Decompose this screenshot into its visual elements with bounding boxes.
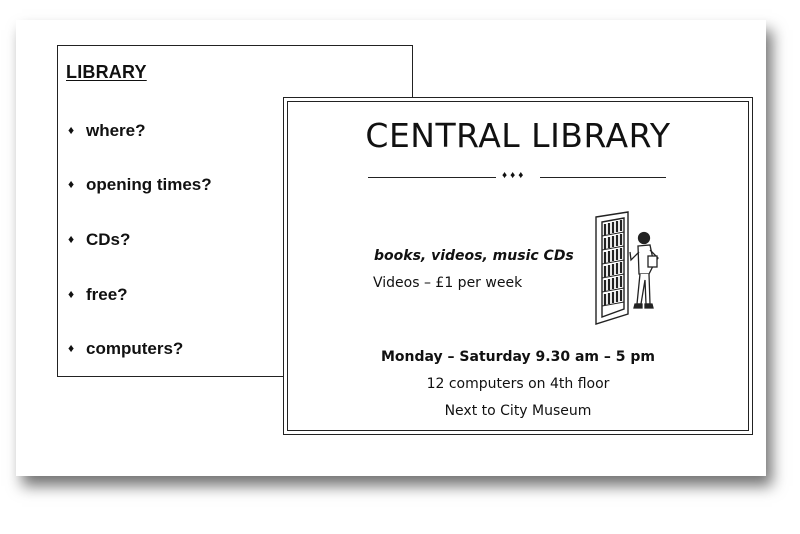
diamond-bullet-icon: ♦ xyxy=(68,177,75,191)
diamond-bullet-icon: ♦ xyxy=(68,341,75,355)
items-available-text: books, videos, music CDs xyxy=(374,248,574,264)
location-text: Next to City Museum xyxy=(444,403,592,419)
question-text: free? xyxy=(86,285,128,304)
notice-title: CENTRAL LIBRARY xyxy=(365,116,671,155)
question-item xyxy=(68,339,183,359)
divider-left xyxy=(368,177,496,178)
questions-card-title: LIBRARY xyxy=(66,62,147,82)
man-at-bookshelf-illustration xyxy=(576,202,676,327)
diamond-bullet-icon: ♦ xyxy=(68,123,75,137)
diamond-bullet-icon: ♦ xyxy=(68,232,75,246)
question-text: opening times? xyxy=(86,175,212,194)
notice-inner-border xyxy=(287,101,749,431)
question-text: CDs? xyxy=(86,230,131,249)
question-item xyxy=(68,175,212,195)
video-price-text: Videos – £1 per week xyxy=(373,275,523,291)
question-item xyxy=(68,230,130,250)
divider-right xyxy=(540,177,666,178)
diamond-ornament-icon: ♦♦♦ xyxy=(502,170,527,181)
question-item xyxy=(68,121,146,141)
opening-hours-text: Monday – Saturday 9.30 am – 5 pm xyxy=(381,349,655,365)
question-text: computers? xyxy=(86,339,184,358)
question-text: where? xyxy=(86,121,146,140)
diamond-bullet-icon: ♦ xyxy=(68,287,75,301)
library-notice xyxy=(283,97,753,435)
question-item xyxy=(68,285,128,305)
computers-text: 12 computers on 4th floor xyxy=(426,376,610,392)
